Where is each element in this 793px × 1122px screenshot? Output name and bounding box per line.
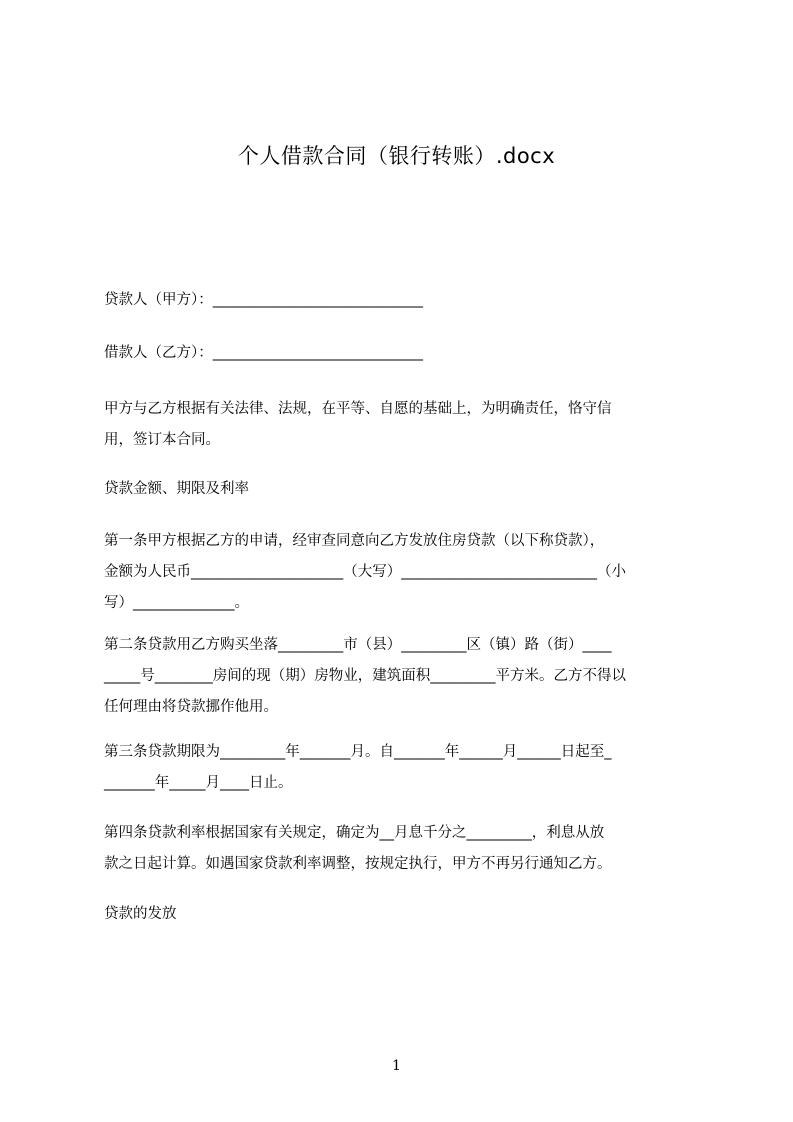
section-heading-loan-terms: 贷款金额、期限及利率 — [104, 481, 249, 497]
intro-paragraph: 甲方与乙方根据有关法律、法规，在平等、自愿的基础上，为明确责任，恪守信 用，签订本合同。 — [104, 401, 612, 448]
borrower-line: 借款人（乙方）：_____________________________ — [104, 345, 423, 361]
article-4: 第四条贷款利率根据国家有关规定，确定为__月息千分之_________，利息从放 款之日起计算。如遇国家贷款利率调整，按规定执行，甲方不再另行通知乙方。 — [104, 825, 612, 872]
document-title: 个人借款合同（银行转账）.docx — [237, 144, 556, 168]
page-number: 1 — [392, 1058, 401, 1074]
article-1: 第一条甲方根据乙方的申请，经审查同意向乙方发放住房贷款（以下称贷款）， 金额为人民币_____________________（大写）___________________________（小 写）______________。 — [104, 533, 626, 611]
lender-line: 贷款人（甲方）：_____________________________ — [104, 292, 423, 308]
article-3: 第三条贷款期限为_________年_______月。自_______年______月______日起至_ _______年_____月____日止。 — [104, 744, 612, 791]
article-2: 第二条贷款用乙方购买坐落_________市（县）_________区（镇）路（街）____ _____号________房间的现（期）房物业，建筑面积_________平方米。乙方不得以 任何理由将贷款挪作他用。 — [104, 637, 626, 715]
section-heading-loan-disbursement: 贷款的发放 — [104, 906, 177, 922]
